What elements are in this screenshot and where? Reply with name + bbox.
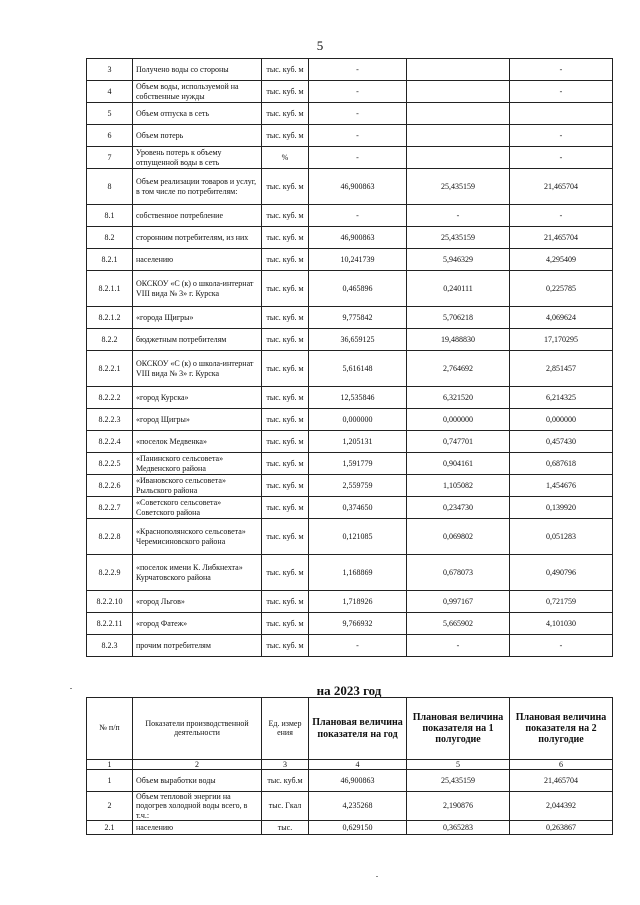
table-row: [87, 169, 613, 205]
unit: тыс. Гкал: [262, 792, 309, 821]
column-index: 2: [133, 760, 262, 770]
row-number: 8.2: [87, 227, 133, 249]
first-half-value: 5,706218: [407, 307, 510, 329]
first-half-value: 25,435159: [407, 227, 510, 249]
first-half-value: [407, 59, 510, 81]
unit: тыс. куб. м: [262, 205, 309, 227]
second-half-value: 0,457430: [510, 431, 613, 453]
second-half-value: -: [510, 147, 613, 169]
second-half-value: 0,687618: [510, 453, 613, 475]
first-half-value: 25,435159: [407, 169, 510, 205]
table-row: [87, 453, 613, 475]
table-row: [87, 591, 613, 613]
indicator-name: Объем реализации товаров и услуг, в том числе по потребителям:: [133, 169, 262, 205]
indicator-name: «Советского сельсовета» Советского района: [133, 497, 262, 519]
year-total-value: 12,535846: [309, 387, 407, 409]
scan-speck: [376, 876, 378, 877]
unit: тыс. куб. м: [262, 103, 309, 125]
second-half-value: 6,214325: [510, 387, 613, 409]
header-row: [87, 698, 613, 760]
unit: тыс. куб. м: [262, 81, 309, 103]
indicator-name: «поселок Медвенка»: [133, 431, 262, 453]
year-total-value: 0,629150: [309, 820, 407, 834]
table-row: [87, 475, 613, 497]
table-row: [87, 820, 613, 834]
table-row: [87, 613, 613, 635]
indicator-name: Объем потерь: [133, 125, 262, 147]
row-number: 8.2.2.7: [87, 497, 133, 519]
unit: тыс. куб. м: [262, 387, 309, 409]
indicator-name: «Краснополянского сельсовета» Черемисиновского района: [133, 519, 262, 555]
table-row: [87, 147, 613, 169]
indicator-name: ОКСКОУ «С (к) о школа-интернат VIII вида № 3» г. Курска: [133, 271, 262, 307]
first-half-value: 0,904161: [407, 453, 510, 475]
second-half-value: -: [510, 205, 613, 227]
second-half-value: 21,465704: [510, 770, 613, 792]
row-number: 8.2.2.10: [87, 591, 133, 613]
year-total-value: 0,121085: [309, 519, 407, 555]
second-half-value: 0,225785: [510, 271, 613, 307]
first-half-value: 5,665902: [407, 613, 510, 635]
year-total-value: 9,775842: [309, 307, 407, 329]
indicator-name: прочим потребителям: [133, 635, 262, 657]
table-row: [87, 205, 613, 227]
year-total-value: 0,000000: [309, 409, 407, 431]
column-index: 1: [87, 760, 133, 770]
table-row: [87, 409, 613, 431]
second-half-value: -: [510, 635, 613, 657]
row-number: 8.2.2.6: [87, 475, 133, 497]
year-total-value: 1,168869: [309, 555, 407, 591]
unit: тыс. куб. м: [262, 307, 309, 329]
unit: тыс. куб. м: [262, 329, 309, 351]
indicator-name: «Ивановского сельсовета» Рыльского района: [133, 475, 262, 497]
unit: тыс. куб. м: [262, 351, 309, 387]
unit: тыс. куб. м: [262, 635, 309, 657]
first-half-value: 0,240111: [407, 271, 510, 307]
row-number: 8.2.2.3: [87, 409, 133, 431]
year-total-value: 46,900863: [309, 227, 407, 249]
indicator-name: «поселок имени К. Либкнехта» Курчатовского района: [133, 555, 262, 591]
header-indicator: Показатели производственной деятельности: [133, 698, 262, 760]
year-total-value: 36,659125: [309, 329, 407, 351]
second-half-value: 2,044392: [510, 792, 613, 821]
indicator-name: «город Льгов»: [133, 591, 262, 613]
second-half-value: 4,101030: [510, 613, 613, 635]
table-row: [87, 387, 613, 409]
year-total-value: 1,591779: [309, 453, 407, 475]
first-half-value: [407, 125, 510, 147]
table-row: [87, 555, 613, 591]
column-index-row: [87, 760, 613, 770]
second-half-value: 0,490796: [510, 555, 613, 591]
table-row: [87, 103, 613, 125]
indicator-name: собственное потребление: [133, 205, 262, 227]
second-half-value: -: [510, 81, 613, 103]
unit: тыс. куб. м: [262, 227, 309, 249]
year-total-value: 0,465896: [309, 271, 407, 307]
plan-2023-table-body: [87, 770, 613, 835]
year-total-value: -: [309, 81, 407, 103]
second-half-value: 0,139920: [510, 497, 613, 519]
first-half-value: [407, 103, 510, 125]
second-half-value: 17,170295: [510, 329, 613, 351]
year-total-value: 46,900863: [309, 770, 407, 792]
unit: тыс. куб. м: [262, 249, 309, 271]
first-half-value: -: [407, 205, 510, 227]
indicator-name: «город Щигры»: [133, 409, 262, 431]
year-total-value: 1,205131: [309, 431, 407, 453]
scan-speck: [70, 688, 72, 689]
year-total-value: 5,616148: [309, 351, 407, 387]
indicator-name: Объем отпуска в сеть: [133, 103, 262, 125]
indicator-name: Уровень потерь к объему отпущенной воды в сеть: [133, 147, 262, 169]
table-row: [87, 497, 613, 519]
year-total-value: 10,241739: [309, 249, 407, 271]
indicator-name: населению: [133, 820, 262, 834]
second-half-value: 21,465704: [510, 169, 613, 205]
header-num: № п/п: [87, 698, 133, 760]
table-row: [87, 329, 613, 351]
year-total-value: 2,559759: [309, 475, 407, 497]
year-total-value: 46,900863: [309, 169, 407, 205]
first-half-value: [407, 81, 510, 103]
table-row: [87, 770, 613, 792]
indicator-name: Объем тепловой энергии на подогрев холодной воды всего, в т.ч.:: [133, 792, 262, 821]
row-number: 8.2.3: [87, 635, 133, 657]
indicator-name: Объем воды, используемой на собственные нужды: [133, 81, 262, 103]
second-half-value: 4,295409: [510, 249, 613, 271]
first-half-value: 2,190876: [407, 792, 510, 821]
unit: тыс. куб. м: [262, 431, 309, 453]
table-row: [87, 307, 613, 329]
indicator-name: ОКСКОУ «С (к) о школа-интернат VIII вида № 3» г. Курска: [133, 351, 262, 387]
table-row: [87, 519, 613, 555]
unit: тыс. куб. м: [262, 475, 309, 497]
unit: тыс. куб. м: [262, 555, 309, 591]
second-half-value: 0,263867: [510, 820, 613, 834]
second-half-value: 0,051283: [510, 519, 613, 555]
column-index: 4: [309, 760, 407, 770]
first-half-value: 0,678073: [407, 555, 510, 591]
unit: тыс. куб. м: [262, 59, 309, 81]
year-total-value: 0,374650: [309, 497, 407, 519]
row-number: 8.2.2.4: [87, 431, 133, 453]
row-number: 5: [87, 103, 133, 125]
year-total-value: 1,718926: [309, 591, 407, 613]
row-number: 8.2.1.1: [87, 271, 133, 307]
first-half-value: 0,365283: [407, 820, 510, 834]
table-row: [87, 125, 613, 147]
indicator-name: Получено воды со стороны: [133, 59, 262, 81]
header-second-half: Плановая величина показателя на 2 полугодие: [510, 698, 613, 760]
table-row: [87, 635, 613, 657]
indicators-table-body: [87, 59, 613, 657]
header-year-total: Плановая величина показателя на год: [309, 698, 407, 760]
column-index: 6: [510, 760, 613, 770]
first-half-value: 25,435159: [407, 770, 510, 792]
row-number: 8.2.1: [87, 249, 133, 271]
first-half-value: -: [407, 635, 510, 657]
first-half-value: 5,946329: [407, 249, 510, 271]
row-number: 8.2.2.1: [87, 351, 133, 387]
unit: тыс. куб. м: [262, 497, 309, 519]
first-half-value: 0,747701: [407, 431, 510, 453]
indicator-name: «Панинского сельсовета» Медвенского района: [133, 453, 262, 475]
row-number: 8.2.2.11: [87, 613, 133, 635]
unit: тыс. куб. м: [262, 519, 309, 555]
year-total-value: -: [309, 103, 407, 125]
row-number: 8.2.2.2: [87, 387, 133, 409]
second-half-value: -: [510, 59, 613, 81]
second-half-value: [510, 103, 613, 125]
year-total-value: -: [309, 635, 407, 657]
indicator-name: «города Щигры»: [133, 307, 262, 329]
row-number: 8.2.2.5: [87, 453, 133, 475]
row-number: 7: [87, 147, 133, 169]
first-half-value: 19,488830: [407, 329, 510, 351]
indicator-name: населению: [133, 249, 262, 271]
first-half-value: [407, 147, 510, 169]
unit: тыс. куб. м: [262, 613, 309, 635]
unit: тыс. куб. м: [262, 271, 309, 307]
year-total-value: 9,766932: [309, 613, 407, 635]
indicator-name: сторонним потребителям, из них: [133, 227, 262, 249]
row-number: 2.1: [87, 820, 133, 834]
unit: тыс. куб. м: [262, 453, 309, 475]
second-half-value: 1,454676: [510, 475, 613, 497]
row-number: 8.2.2.9: [87, 555, 133, 591]
column-index: 5: [407, 760, 510, 770]
header-first-half: Плановая величина показателя на 1 полугодие: [407, 698, 510, 760]
second-half-value: -: [510, 125, 613, 147]
table-row: [87, 249, 613, 271]
first-half-value: 6,321520: [407, 387, 510, 409]
year-total-value: -: [309, 205, 407, 227]
row-number: 8.1: [87, 205, 133, 227]
first-half-value: 0,069802: [407, 519, 510, 555]
first-half-value: 2,764692: [407, 351, 510, 387]
row-number: 8.2.2: [87, 329, 133, 351]
second-half-value: 21,465704: [510, 227, 613, 249]
second-half-value: 4,069624: [510, 307, 613, 329]
table-row: [87, 351, 613, 387]
row-number: 8.2.2.8: [87, 519, 133, 555]
year-total-value: -: [309, 125, 407, 147]
second-half-value: 0,000000: [510, 409, 613, 431]
unit: тыс. куб.м: [262, 770, 309, 792]
row-number: 1: [87, 770, 133, 792]
table-row: [87, 271, 613, 307]
row-number: 8: [87, 169, 133, 205]
first-half-value: 0,997167: [407, 591, 510, 613]
first-half-value: 0,000000: [407, 409, 510, 431]
indicator-name: Объем выработки воды: [133, 770, 262, 792]
table-row: [87, 792, 613, 821]
table-row: [87, 431, 613, 453]
second-half-value: 0,721759: [510, 591, 613, 613]
indicator-name: «город Курска»: [133, 387, 262, 409]
first-half-value: 0,234730: [407, 497, 510, 519]
column-index: 3: [262, 760, 309, 770]
row-number: 8.2.1.2: [87, 307, 133, 329]
unit: тыс. куб. м: [262, 169, 309, 205]
unit: тыс. куб. м: [262, 409, 309, 431]
plan-2023-table: [86, 697, 613, 835]
unit: тыс. куб. м: [262, 591, 309, 613]
unit: тыс.: [262, 820, 309, 834]
row-number: 2: [87, 792, 133, 821]
header-unit: Ед. измер ения: [262, 698, 309, 760]
table-row: [87, 59, 613, 81]
year-total-value: 4,235268: [309, 792, 407, 821]
indicators-table-continued: [86, 58, 613, 657]
table-row: [87, 227, 613, 249]
row-number: 3: [87, 59, 133, 81]
table-row: [87, 81, 613, 103]
year-total-value: -: [309, 59, 407, 81]
page-number: 5: [316, 38, 324, 53]
indicator-name: «город Фатеж»: [133, 613, 262, 635]
first-half-value: 1,105082: [407, 475, 510, 497]
second-half-value: 2,851457: [510, 351, 613, 387]
year-heading: на 2023 год: [316, 683, 382, 698]
row-number: 4: [87, 81, 133, 103]
row-number: 6: [87, 125, 133, 147]
indicator-name: бюджетным потребителям: [133, 329, 262, 351]
unit: %: [262, 147, 309, 169]
unit: тыс. куб. м: [262, 125, 309, 147]
year-total-value: -: [309, 147, 407, 169]
